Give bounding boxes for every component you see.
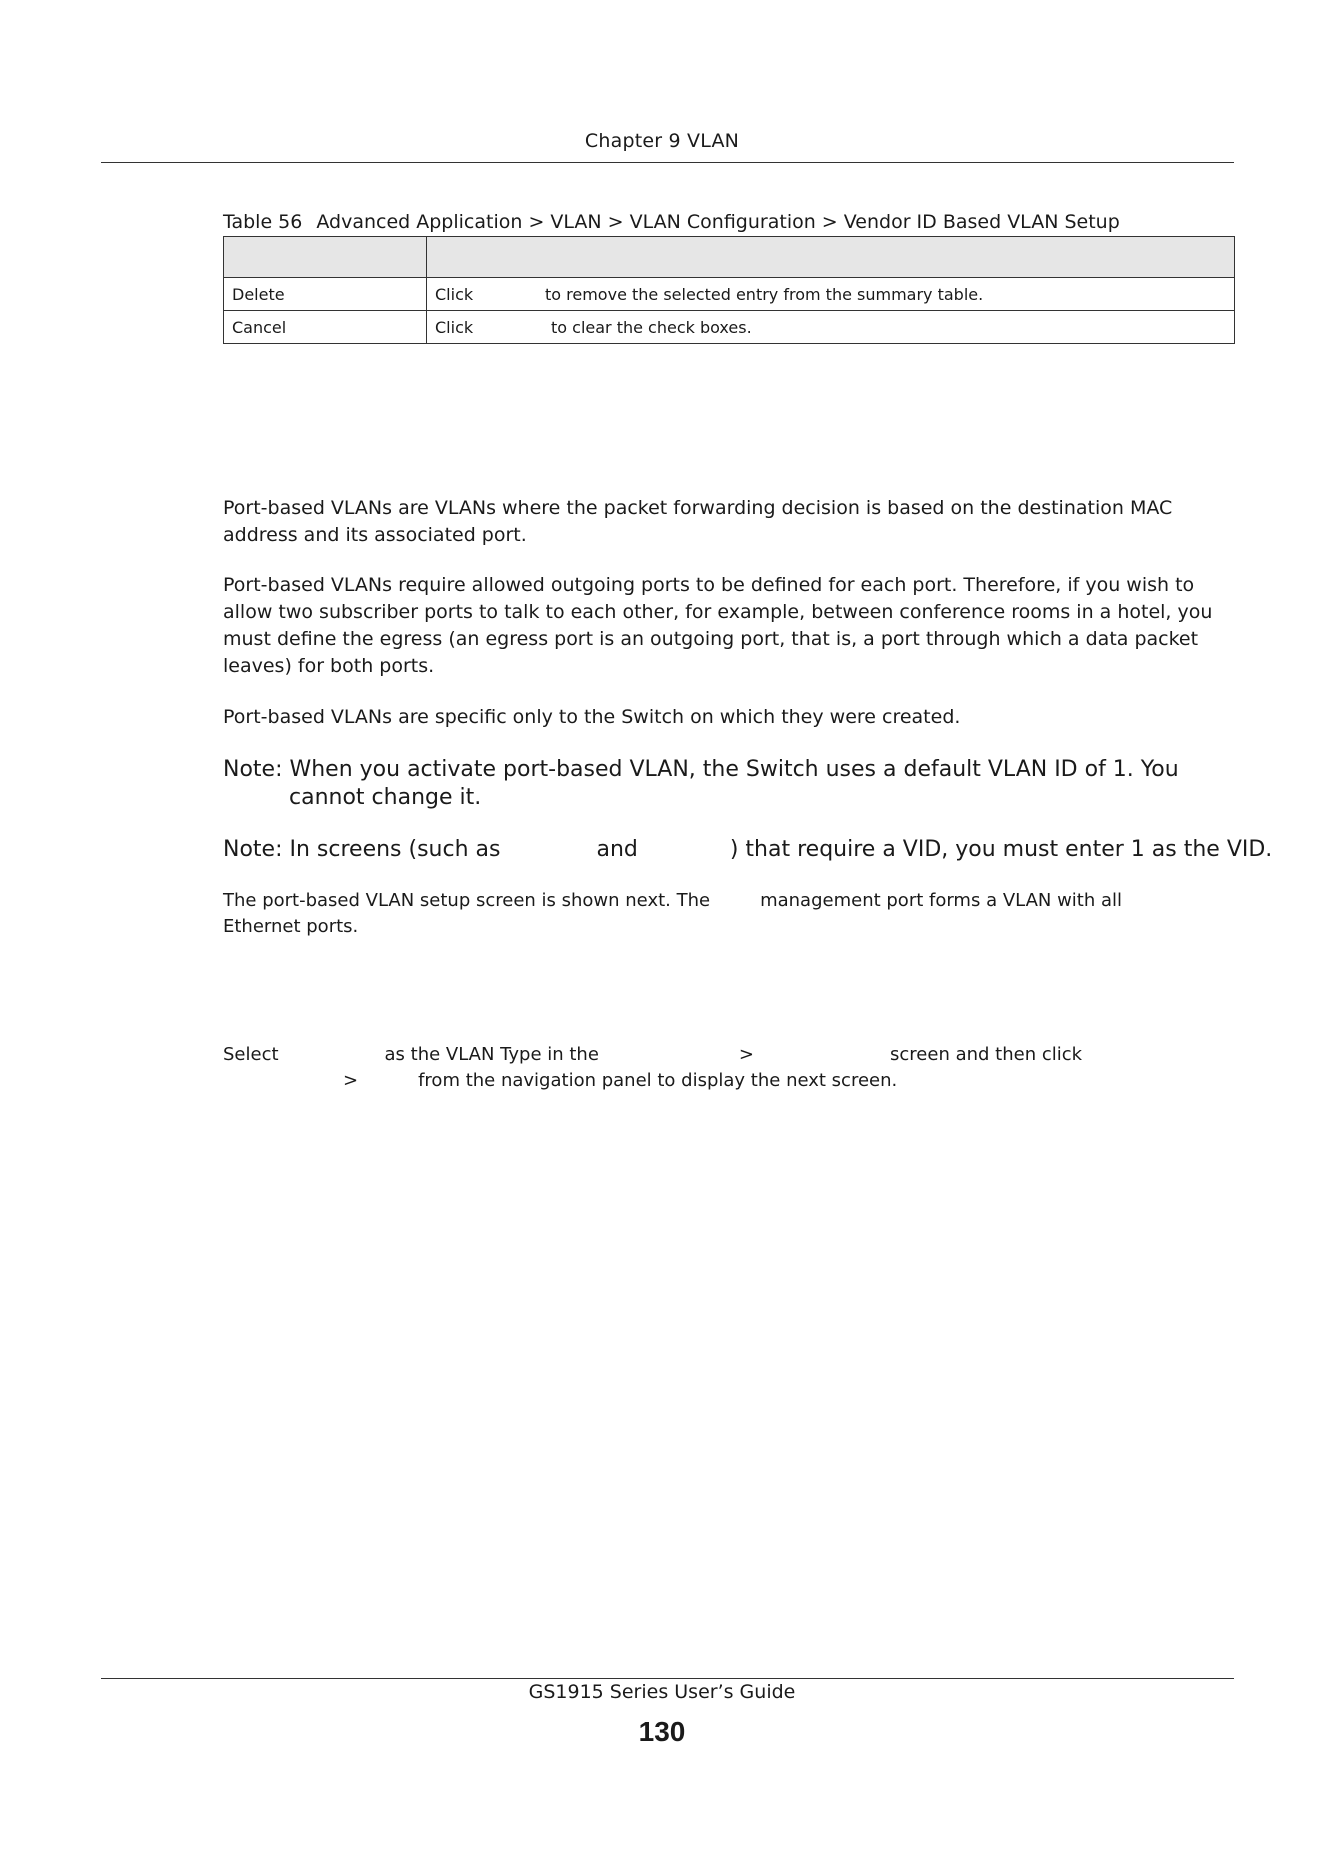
footer-rule (101, 1678, 1234, 1679)
paragraph-select: Select as the VLAN Type in the > screen and then click > from the navigation panel to display the next screen. (223, 1044, 1083, 1091)
table-cell-description: Click to remove the selected entry from the summary table. (427, 278, 1235, 311)
table-row (224, 311, 1235, 344)
table-cell-label: Cancel (224, 311, 427, 344)
table-caption-number: Table 56 (223, 211, 303, 233)
table-header-label (224, 237, 427, 278)
header-rule (101, 162, 1234, 163)
table-cell-label: Delete (224, 278, 427, 311)
note-default-vlan: Note: When you activate port-based VLAN, the Switch uses a default VLAN ID of 1. You cannot change it. (223, 757, 1179, 810)
paragraph-setup-screen: The port-based VLAN setup screen is shown next. The management port forms a VLAN with all Ethernet ports. (223, 890, 1123, 937)
table-cell-description: Click to clear the check boxes. (427, 311, 1235, 344)
table-row (224, 278, 1235, 311)
running-footer: GS1915 Series User’s Guide (528, 1681, 796, 1703)
table-caption (223, 211, 1120, 233)
running-header: Chapter 9 VLAN (584, 130, 740, 152)
table-header-description (427, 237, 1235, 278)
paragraph-specific: Port-based VLANs are specific only to the Switch on which they were created. (223, 706, 961, 728)
reference-table (223, 236, 1235, 344)
note-vid: Note: In screens (such as and ) that require a VID, you must enter 1 as the VID. (223, 837, 1273, 862)
page-number: 130 (638, 1716, 686, 1747)
paragraph-intro: Port-based VLANs are VLANs where the packet forwarding decision is based on the destination MAC address and its associated port. (223, 497, 1173, 546)
table-header-row (224, 237, 1235, 278)
table-caption-text: Advanced Application > VLAN > VLAN Configuration > Vendor ID Based VLAN Setup (316, 211, 1120, 233)
paragraph-egress: Port-based VLANs require allowed outgoing ports to be defined for each port. Therefore, if you wish to allow two subscriber ports to talk to each other, for example, between conference rooms in a hotel, you must define the egress (an egress port is an outgoing port, that is, a port through which a data packet leaves) for both ports. (223, 574, 1213, 677)
